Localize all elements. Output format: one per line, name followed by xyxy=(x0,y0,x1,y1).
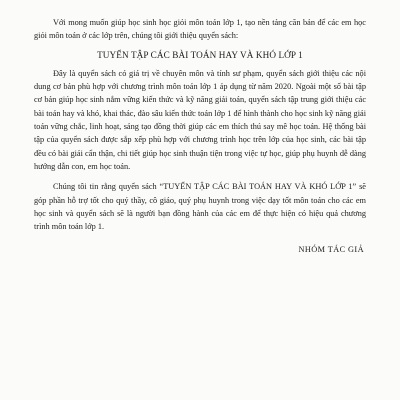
closing-paragraph: Chúng tôi tin rằng quyển sách “TUYỂN TẬP CÁC BÀI TOÁN HAY VÀ KHÓ LỚP 1” sẽ góp phần hỗ trợ tốt cho quý thầy, cô giáo, quý phụ huynh trong việc dạy tốt môn toán cho các em học sinh và quyển sách sẽ là người bạn đồng hành của các em để thực hiện có hiệu quả chương trình môn toán lớp 1. xyxy=(34,182,366,232)
book-title-heading: TUYỂN TẬP CÁC BÀI TOÁN HAY VÀ KHÓ LỚP 1 xyxy=(97,49,303,60)
author-signature: NHÓM TÁC GIẢ xyxy=(298,245,364,255)
intro-paragraph: Với mong muốn giúp học sinh học giỏi môn toán lớp 1, tạo nền tảng căn bản để các em học giỏi môn toán ở các lớp trên, chúng tôi giới thiệu quyển sách: xyxy=(34,18,366,41)
body-paragraph: Đây là quyển sách có giá trị về chuyên môn và tính sư phạm, quyển sách giới thiệu các nội dung cơ bản phù hợp với chương trình môn toán lớp 1 áp dụng từ năm 2020. Ngoài một số bài tập cơ bản giúp học sinh nắm vững kiến thức và kỹ năng giải toán, quyển sách tập trung giới thiệu các bài toán hay và khó, khai thác, đào sâu kiến thức toán lớp 1 để hình thành cho học sinh kỹ năng giải toán vững chắc, linh hoạt, sáng tạo đồng thời giúp các em thích thú say mê học toán. Hệ thống bài tập của quyển sách được sắp xếp phù hợp với chương trình học trên lớp của học sinh, các bài tập đều có bài giải cẩn thận, chi tiết giúp học sinh thuận tiện trong việc tự học, giúp phụ huynh dễ dàng hướng dẫn con, em học toán. xyxy=(34,68,366,171)
